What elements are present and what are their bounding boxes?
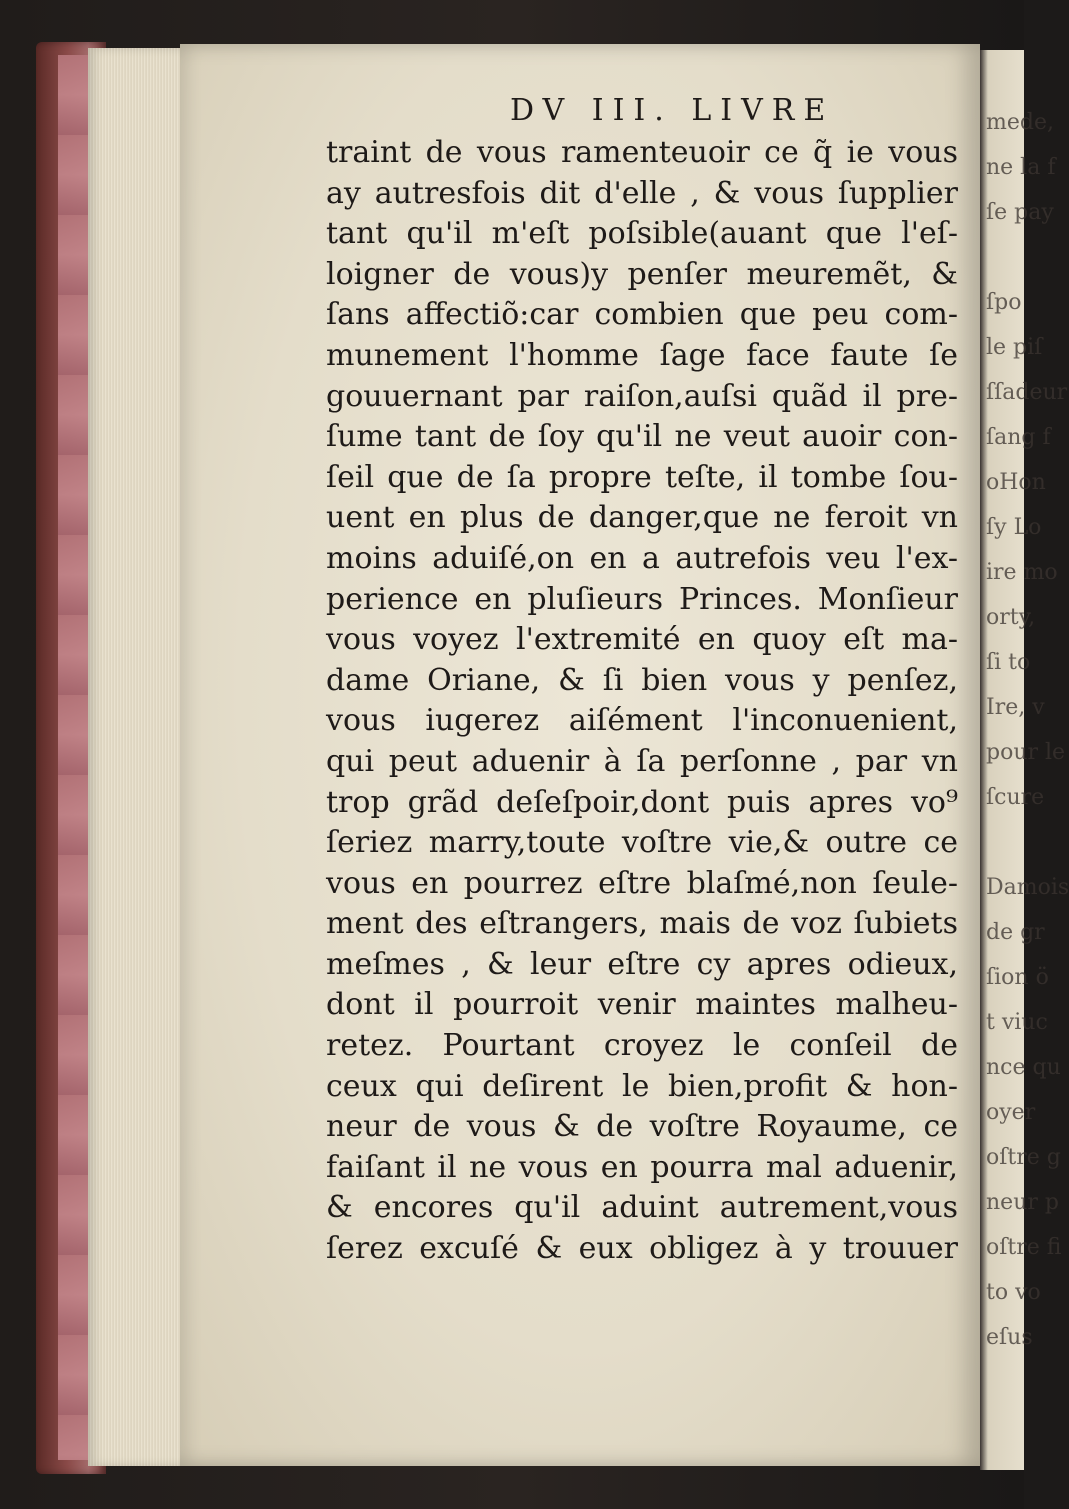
text-line: traint de vous ramenteuoir ce q̃ ie vous bbox=[326, 135, 958, 170]
text-line: moins aduiſé,on en a autrefois veu l'ex- bbox=[326, 540, 958, 576]
text-line: ay autresfois dit d'elle , & vous ſupplier bbox=[326, 175, 958, 211]
text-line: uent en plus de danger,que ne feroit vn bbox=[326, 500, 958, 536]
text-line: vous en pourrez eſtre blaſmé,non ſeule- bbox=[326, 865, 958, 901]
facing-text-fragment: neur p bbox=[986, 1190, 1059, 1215]
text-line: ſume tant de ſoy qu'il ne veut auoir con- bbox=[326, 419, 958, 455]
facing-text-fragment: ſpo bbox=[986, 290, 1022, 315]
running-head: DV III. LIVRE bbox=[510, 93, 835, 128]
text-line: munement l'homme ſage face faute ſe bbox=[326, 337, 958, 373]
facing-text-fragment: ſſadeur bbox=[986, 380, 1068, 405]
facing-text-fragment: ſi to bbox=[986, 650, 1031, 675]
facing-text-fragment: eſus bbox=[986, 1325, 1033, 1350]
facing-text-fragment: ſion ö bbox=[986, 965, 1049, 990]
text-line: qui peut aduenir à ſa perſonne , par vn bbox=[326, 743, 958, 779]
text-line: & encores qu'il aduint autrement,vous bbox=[326, 1190, 958, 1226]
facing-text-fragment: Damois bbox=[986, 875, 1069, 900]
text-line: loigner de vous)y penſer meuremẽt, & bbox=[326, 256, 958, 292]
text-line: ſeil que de ſa propre teſte, il tombe ſou- bbox=[326, 459, 958, 495]
facing-text-fragment: ſcure bbox=[986, 785, 1045, 810]
text-line: ceux qui deſirent le bien,profit & hon- bbox=[326, 1068, 958, 1104]
text-line: meſmes , & leur eſtre cy apres odieux, bbox=[326, 946, 958, 982]
text-line: ſans affectiõ:car combien que peu com- bbox=[326, 297, 958, 333]
body-text bbox=[326, 133, 958, 1270]
text-line: dont il pourroit venir maintes malheu- bbox=[326, 987, 958, 1023]
facing-text-fragment: oHon bbox=[986, 470, 1046, 495]
facing-text-fragment: ſe pay bbox=[986, 200, 1054, 225]
facing-text-fragment: le piſ bbox=[986, 335, 1043, 360]
facing-text-fragment: ſang f bbox=[986, 425, 1051, 450]
text-line: retez. Pourtant croyez le conſeil de bbox=[326, 1028, 958, 1064]
text-line: vous voyez l'extremité en quoy eſt ma- bbox=[326, 622, 958, 658]
facing-page-edge bbox=[980, 50, 1069, 1470]
facing-text-fragment: ſy Lo bbox=[986, 515, 1042, 540]
text-line: trop grãd deſeſpoir,dont puis apres vo⁹ bbox=[326, 784, 958, 820]
text-line: ſerez excuſé & eux obligez à y trouuer bbox=[326, 1231, 958, 1267]
facing-text-fragment: pour le bbox=[986, 740, 1066, 765]
facing-text-fragment: de gr bbox=[986, 920, 1045, 945]
text-line: gouuernant par raiſon,auſsi quãd il pre- bbox=[326, 378, 958, 414]
facing-text-fragment: Ire, v bbox=[986, 695, 1045, 720]
facing-text-fragment bbox=[986, 245, 1026, 290]
page-edge-stack bbox=[88, 48, 188, 1466]
text-line: neur de vous & de voſtre Royaume, ce bbox=[326, 1109, 958, 1145]
facing-page-text bbox=[986, 110, 1069, 1370]
text-line: ment des eſtrangers, mais de voz ſubiets bbox=[326, 906, 958, 942]
facing-text-fragment: orty, bbox=[986, 605, 1036, 630]
facing-text-fragment: oyer bbox=[986, 1100, 1036, 1125]
text-line: ſeriez marry,toute voſtre vie,& outre ce bbox=[326, 825, 958, 861]
facing-text-fragment: ire mo bbox=[986, 560, 1058, 585]
text-line: perience en pluſieurs Princes. Monſieur bbox=[326, 581, 958, 617]
facing-text-fragment bbox=[986, 830, 1026, 875]
text-line: vous iugerez aiſément l'inconuenient, bbox=[326, 703, 958, 739]
facing-text-fragment: mede, bbox=[986, 110, 1054, 135]
facing-text-fragment: t viuc bbox=[986, 1010, 1048, 1035]
facing-text-fragment: nce qu bbox=[986, 1055, 1061, 1080]
text-line: tant qu'il m'eſt poſsible(auant que l'eſ- bbox=[326, 216, 958, 252]
facing-text-fragment: to vo bbox=[986, 1280, 1041, 1305]
text-line: faiſant il ne vous en pourra mal aduenir, bbox=[326, 1149, 958, 1185]
facing-text-fragment: oſtre g bbox=[986, 1145, 1061, 1170]
text-line: dame Oriane, & ſi bien vous y penſez, bbox=[326, 662, 958, 698]
facing-text-fragment: ne la f bbox=[986, 155, 1056, 180]
facing-text-fragment: oſtre fi bbox=[986, 1235, 1062, 1260]
